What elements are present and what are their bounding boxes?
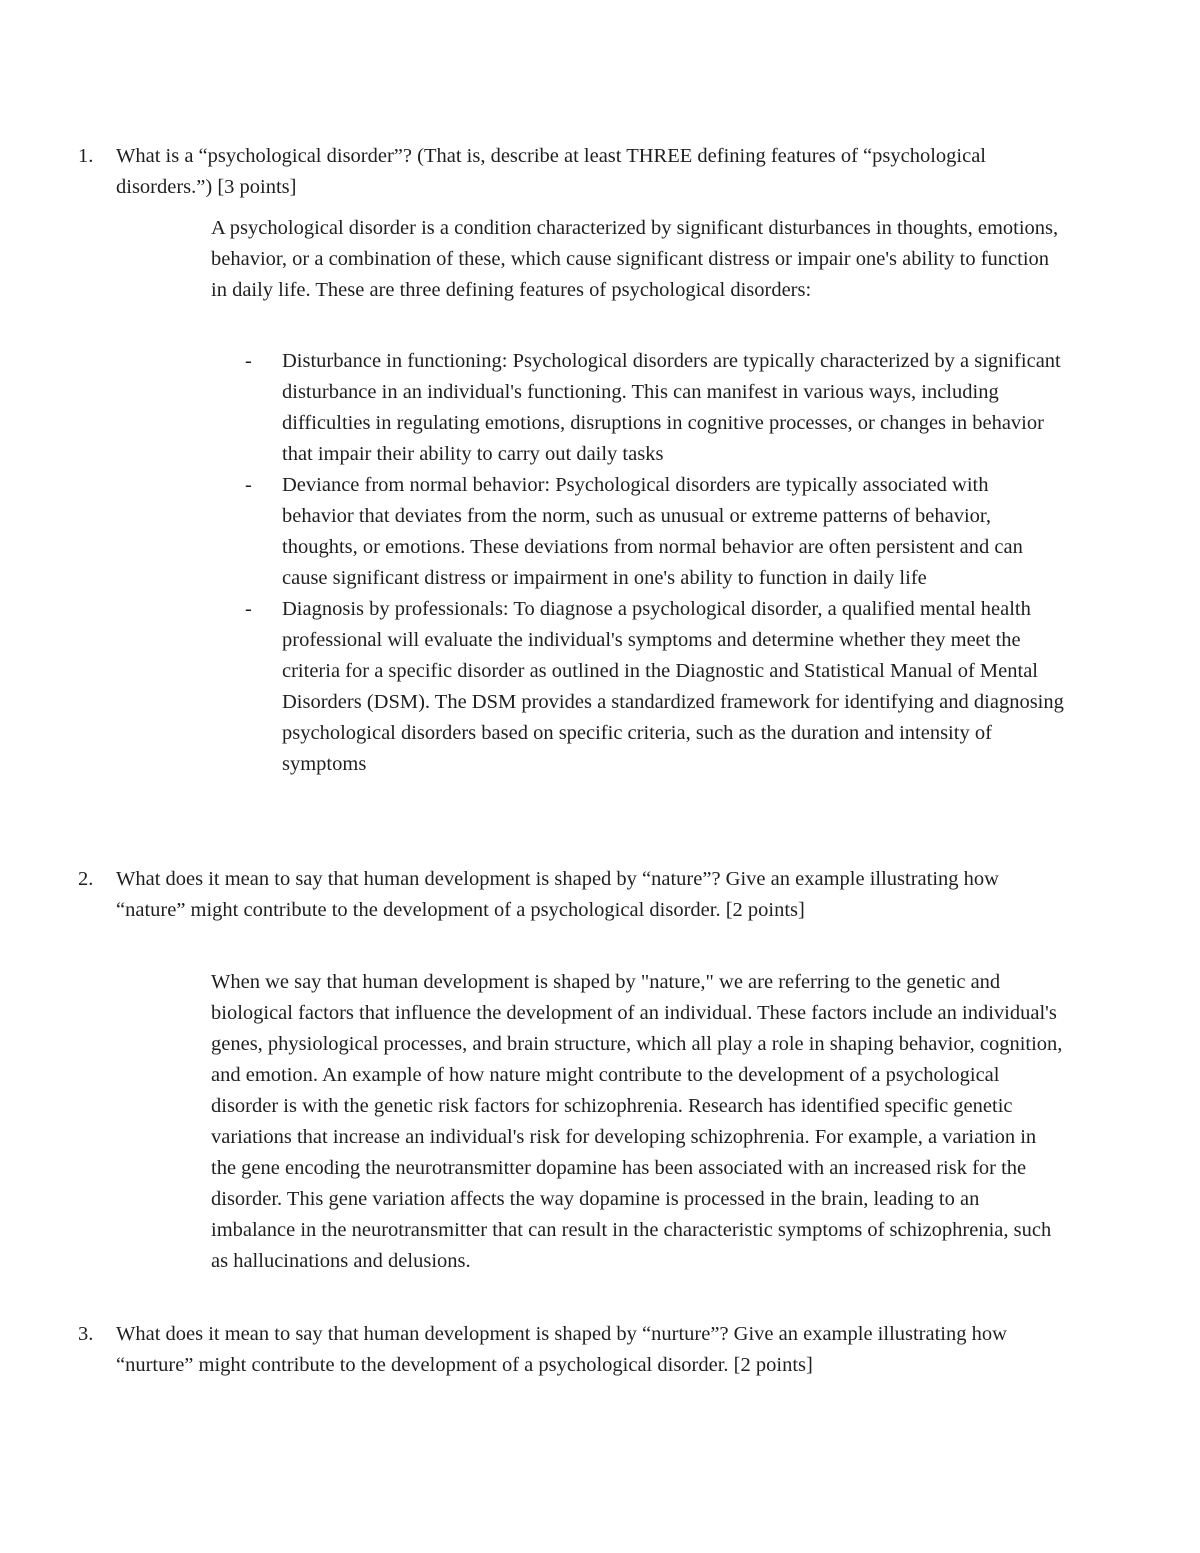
bullet-dash: -: [245, 474, 252, 496]
answer-1-bullet-list: [245, 346, 1065, 780]
bullet-dash: -: [245, 350, 252, 372]
answer-2: When we say that human development is shaped by "nature," we are referring to the genetic and biological factors that influence the development of an individual. These factors include an individual's genes, physiological processes, and brain structure, which all play a role in shaping behavior, cognition, and emotion. An example of how nature might contribute to the development of a psychological disorder is with the genetic risk factors for schizophrenia. Research has identified specific genetic variations that increase an individual's risk for developing schizophrenia. For example, a variation in the gene encoding the neurotransmitter dopamine has been associated with an increased risk for the disorder. This gene variation affects the way dopamine is processed in the brain, leading to an imbalance in the neurotransmitter that can result in the characteristic symptoms of schizophrenia, such as hallucinations and delusions.: [211, 971, 1063, 1272]
bullet-dash: -: [245, 598, 252, 620]
question-text: What does it mean to say that human development is shaped by “nature”? Give an example illustrating how “nature” might contribute to the development of a psychological disorder. [2 points]: [116, 868, 999, 921]
question-3: [78, 1319, 1018, 1381]
bullet-text: Diagnosis by professionals: To diagnose a psychological disorder, a qualified mental health professional will evaluate the individual's symptoms and determine whether they meet the criteria for a specific disorder as outlined in the Diagnostic and Statistical Manual of Mental Disorders (DSM). The DSM provides a standardized framework for identifying and diagnosing psychological disorders based on specific criteria, such as the duration and intensity of symptoms: [282, 598, 1064, 775]
question-1: [78, 141, 1018, 203]
question-text: What is a “psychological disorder”? (That is, describe at least THREE defining features of “psychological disorders.”) [3 points]: [116, 145, 986, 198]
bullet-text: Disturbance in functioning: Psychological disorders are typically characterized by a significant disturbance in an individual's functioning. This can manifest in various ways, including difficulties in regulating emotions, disruptions in cognitive processes, or changes in behavior that impair their ability to carry out daily tasks: [282, 350, 1061, 465]
question-number: 1.: [78, 145, 94, 167]
bullet-text: Deviance from normal behavior: Psychological disorders are typically associated with behavior that deviates from the norm, such as unusual or extreme patterns of behavior, thoughts, or emotions. These deviations from normal behavior are often persistent and can cause significant distress or impairment in one's ability to function in daily life: [282, 474, 1023, 589]
question-text: What does it mean to say that human development is shaped by “nurture”? Give an example illustrating how “nurture” might contribute to the development of a psychological disorder. [2 points]: [116, 1323, 1007, 1376]
list-item: [245, 470, 1065, 594]
list-item: [245, 594, 1065, 780]
question-number: 2.: [78, 868, 94, 890]
list-item: [245, 346, 1065, 470]
question-2: [78, 864, 1018, 926]
answer-1: A psychological disorder is a condition characterized by significant disturbances in thoughts, emotions, behavior, or a combination of these, which cause significant distress or impair one's ability to function in daily life. These are three defining features of psychological disorders:: [211, 217, 1059, 301]
question-number: 3.: [78, 1323, 94, 1345]
